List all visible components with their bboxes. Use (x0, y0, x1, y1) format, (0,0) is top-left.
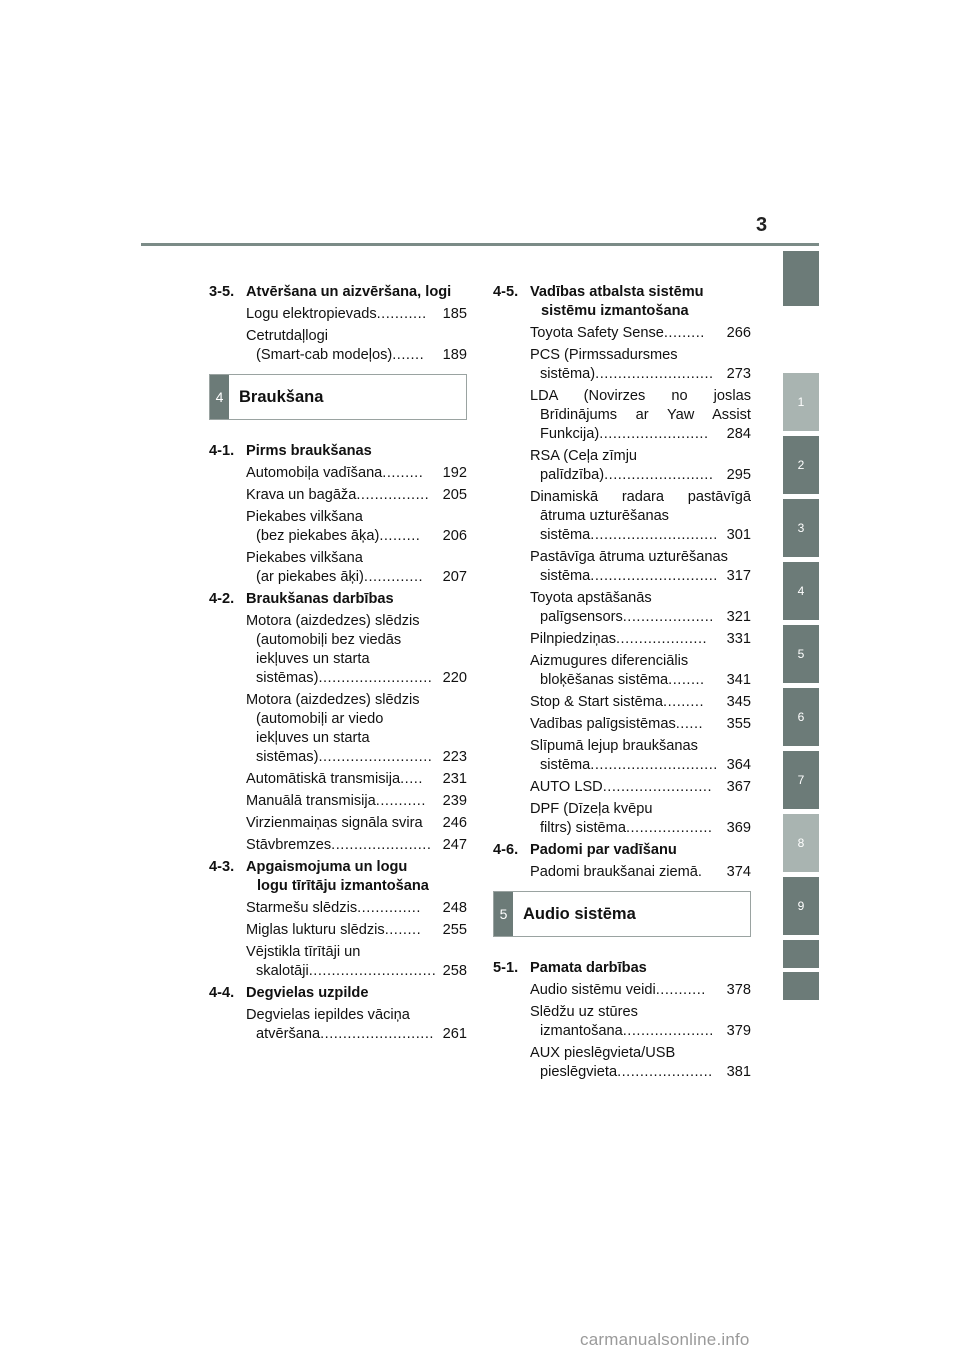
toc-right-column (493, 283, 751, 1085)
toc-entry-logu[interactable]: Logu elektropievads ........... 185 (246, 306, 467, 322)
watermark: carmanualsonline.info (580, 1330, 750, 1349)
chapter-number: 4 (210, 375, 229, 419)
section-4-5: 4-5. Vadības atbalsta sistēmu sistēmu izmantošana (493, 284, 704, 319)
toc-entry-ziema[interactable]: Padomi braukšanai ziemā . 374 (530, 864, 751, 880)
page-number: 3 (756, 214, 768, 236)
toc-entry-audio-veidi[interactable]: Audio sistēmu veidi ........... 378 (530, 982, 751, 998)
chapter-title: Braukšana (239, 387, 324, 406)
toc-entry-vadibas-palīgsistemas[interactable]: Vadības palīgsistēmas ...... 355 (530, 716, 751, 732)
section-4-4: 4-4. Degvielas uzpilde (209, 985, 369, 1001)
section-4-2: 4-2. Braukšanas darbības (209, 591, 394, 607)
toc-entry-dinamiska-radara[interactable]: Dinamiskā radara pastāvīgā ātruma uzturēšanas sistēma ............................ 301 (530, 489, 751, 543)
toc-entry-dpf[interactable]: DPF (Dīzeļa kvēpu filtrs) sistēma ................... 369 (530, 801, 751, 836)
section-4-1: 4-1. Pirms braukšanas (209, 443, 372, 459)
toc-entry-motora-sledzis-ar[interactable]: Motora (aizdedzes) slēdzis (automobiļi ar viedo iekļuves un starta sistēmas) ......................... 223 (246, 692, 467, 765)
toc-entry-pcs[interactable]: PCS (Pirmssadursmes sistēma) .......................... 273 (530, 347, 751, 382)
section-4-3: 4-3. Apgaismojuma un logu logu tīrītāju izmantošana (209, 859, 429, 894)
toc-entry-cetrutdallogi[interactable]: Cetrutdaļlogi (Smart-cab modeļos) ....... 189 (246, 328, 467, 363)
toc-entry-miglas-lukturi[interactable]: Miglas lukturu slēdzis ........ 255 (246, 922, 467, 938)
chapter-tab-3[interactable]: 3 (783, 499, 819, 557)
chapter-tab-1[interactable]: 1 (783, 373, 819, 431)
toc-entry-piekabe-ar[interactable]: Piekabes vilkšana (ar piekabes āķi) ............. 207 (246, 550, 467, 585)
toc-entry-apstasanas-palīgsensors[interactable]: Toyota apstāšanās palīgsensors .................... 321 (530, 590, 751, 625)
toc-entry-toyota-safety-sense[interactable]: Toyota Safety Sense ......... 266 (530, 325, 751, 341)
toc-entry-motora-sledzis-bez[interactable]: Motora (aizdedzes) slēdzis (automobiļi bez viedās iekļuves un starta sistēmas) ......................... 220 (246, 613, 467, 686)
toc-entry-slipuma-braukšana[interactable]: Slīpumā lejup braukšanas sistēma ............................ 364 (530, 738, 751, 773)
chapter-tab-blank-top[interactable] (783, 251, 819, 306)
chapter-tab-9[interactable]: 9 (783, 877, 819, 935)
header-rule (141, 243, 819, 246)
toc-entry-pilnpiedzinas[interactable]: Pilnpiedziņas .................... 331 (530, 631, 751, 647)
toc-entry-degvielas-vacins[interactable]: Degvielas iepildes vāciņa atvēršana ......................... 261 (246, 1007, 467, 1042)
chapter-tab-blank-b[interactable] (783, 972, 819, 1000)
toc-entry-starmesu-sledzis[interactable]: Starmešu slēdzis .............. 248 (246, 900, 467, 916)
toc-entry-piekabe-bez[interactable]: Piekabes vilkšana (bez piekabes āķa) ......... 206 (246, 509, 467, 544)
chapter-title: Audio sistēma (523, 904, 636, 923)
toc-entry-stavbremzes[interactable]: Stāvbremzes ...................... 247 (246, 837, 467, 853)
toc-entry-rsa[interactable]: RSA (Ceļa zīmju palīdzība) ........................ 295 (530, 448, 751, 483)
toc-left-column (209, 283, 467, 1047)
toc-entry-auto-lsd[interactable]: AUTO LSD ........................ 367 (530, 779, 751, 795)
toc-entry-sledzu-izmantosana[interactable]: Slēdžu uz stūres izmantošana .................... 379 (530, 1004, 751, 1039)
section-5-1: 5-1. Pamata darbības (493, 960, 647, 976)
toc-entry-stop-start[interactable]: Stop & Start sistēma ......... 345 (530, 694, 751, 710)
chapter-tab-2[interactable]: 2 (783, 436, 819, 494)
chapter-number: 5 (494, 892, 513, 936)
chapter-heading-5[interactable] (493, 891, 751, 937)
chapter-tab-7[interactable]: 7 (783, 751, 819, 809)
toc-entry-automatiska-transmisija[interactable]: Automātiskā transmisija ..... 231 (246, 771, 467, 787)
toc-entry-manuala-transmisija[interactable]: Manuālā transmisija ........... 239 (246, 793, 467, 809)
toc-entry-krava[interactable]: Krava un bagāža ................ 205 (246, 487, 467, 503)
toc-entry-virzienmainas-svira[interactable]: Virzienmaiņas signāla svira 246 (246, 815, 467, 831)
toc-entry-aux-usb[interactable]: AUX pieslēgvieta/USB pieslēgvieta ..................... 381 (530, 1045, 751, 1080)
chapter-tab-6[interactable]: 6 (783, 688, 819, 746)
chapter-tab-8[interactable]: 8 (783, 814, 819, 872)
toc-entry-pastaviga-atruma[interactable]: Pastāvīga ātruma uzturēšanas sistēma ............................ 317 (530, 549, 751, 584)
section-4-6: 4-6. Padomi par vadīšanu (493, 842, 677, 858)
chapter-tab-5[interactable]: 5 (783, 625, 819, 683)
chapter-heading-4[interactable] (209, 374, 467, 420)
chapter-tab-4[interactable]: 4 (783, 562, 819, 620)
toc-entry-automobila-vadisana[interactable]: Automobiļa vadīšana ......... 192 (246, 465, 467, 481)
toc-entry-vejstikla-tiritaji[interactable]: Vējstikla tīrītāji un skalotāji ............................ 258 (246, 944, 467, 979)
toc-entry-aizmugures-diferencialis[interactable]: Aizmugures diferenciālis bloķēšanas sistēma ........ 341 (530, 653, 751, 688)
chapter-tab-blank-a[interactable] (783, 940, 819, 968)
toc-entry-lda[interactable]: LDA (Novirzes no joslas Brīdinājums ar Yaw Assist Funkcija) ........................ 284 (530, 388, 751, 442)
section-3-5: 3-5. Atvēršana un aizvēršana, logi (209, 284, 452, 300)
